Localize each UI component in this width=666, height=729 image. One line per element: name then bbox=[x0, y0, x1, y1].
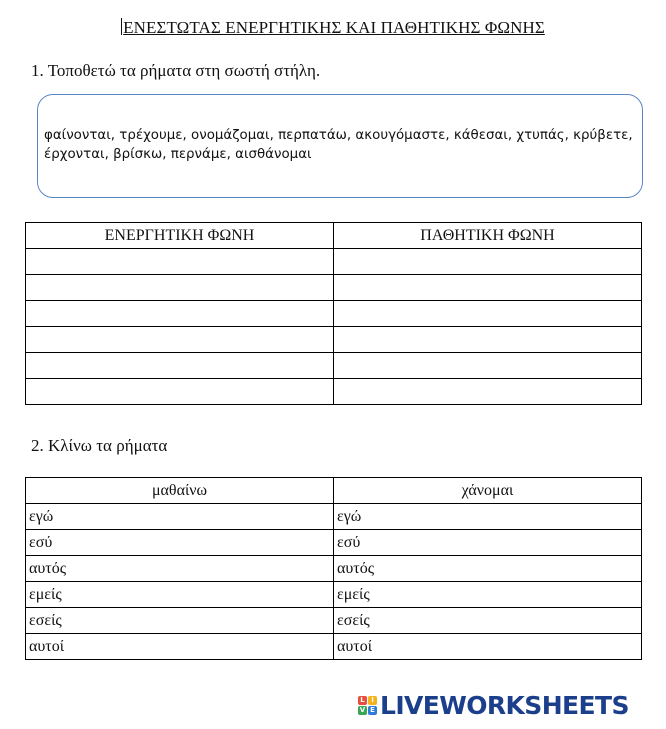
table-row bbox=[26, 353, 642, 379]
active-voice-answer-field[interactable] bbox=[26, 353, 334, 379]
table-row bbox=[26, 301, 642, 327]
conjugation-field[interactable]: αυτοί bbox=[334, 634, 642, 660]
logo-mark-letter: I bbox=[368, 696, 377, 705]
conjugation-field[interactable]: εγώ bbox=[334, 504, 642, 530]
text-cursor bbox=[121, 18, 122, 35]
table-row bbox=[26, 504, 642, 530]
table-row bbox=[26, 556, 642, 582]
table-row bbox=[26, 249, 642, 275]
word-bank-line-1: φαίνονται, τρέχουμε, ονομάζομαι, περπατάω, ακουγόμαστε, κάθεσαι, χτυπάς, κρύβετε, bbox=[44, 128, 633, 143]
conjugation-field[interactable]: εμείς bbox=[334, 582, 642, 608]
conjugation-field[interactable]: εμείς bbox=[26, 582, 334, 608]
passive-voice-answer-field[interactable] bbox=[334, 249, 642, 275]
conjugation-header-row bbox=[26, 478, 642, 504]
conjugation-field[interactable]: αυτοί bbox=[26, 634, 334, 660]
conjugation-field[interactable]: αυτός bbox=[334, 556, 642, 582]
passive-voice-answer-field[interactable] bbox=[334, 327, 642, 353]
word-bank-box bbox=[37, 94, 643, 198]
exercise1-instruction: 1. Τοποθετώ τα ρήματα στη σωστή στήλη. bbox=[31, 61, 321, 80]
liveworksheets-logo bbox=[358, 690, 629, 720]
table-row bbox=[26, 327, 642, 353]
logo-text: LIVEWORKSHEETS bbox=[380, 690, 629, 720]
passive-voice-answer-field[interactable] bbox=[334, 353, 642, 379]
table-row bbox=[26, 379, 642, 405]
logo-mark-letter: V bbox=[359, 705, 366, 714]
active-voice-answer-field[interactable] bbox=[26, 275, 334, 301]
active-voice-answer-field[interactable] bbox=[26, 379, 334, 405]
logo-mark-letter: E bbox=[368, 706, 377, 715]
verb-header-chanomai: χάνομαι bbox=[334, 478, 642, 504]
voice-sort-header-row bbox=[26, 223, 642, 249]
liveworksheets-mark-icon bbox=[358, 696, 377, 715]
table-row bbox=[26, 634, 642, 660]
active-voice-answer-field[interactable] bbox=[26, 327, 334, 353]
title-text: ΕΝΕΣΤΩΤΑΣ ΕΝΕΡΓΗΤΙΚΗΣ ΚΑΙ ΠΑΘΗΤΙΚΗΣ ΦΩΝΗΣ bbox=[123, 18, 545, 37]
conjugation-field[interactable]: εσύ bbox=[26, 530, 334, 556]
passive-voice-header: ΠΑΘΗΤΙΚΗ ΦΩΝΗ bbox=[334, 223, 642, 249]
verb-header-mathaino: μαθαίνω bbox=[26, 478, 334, 504]
exercise2-instruction: 2. Κλίνω τα ρήματα bbox=[31, 436, 168, 455]
passive-voice-answer-field[interactable] bbox=[334, 275, 642, 301]
conjugation-field[interactable]: αυτός bbox=[26, 556, 334, 582]
conjugation-table bbox=[25, 477, 642, 660]
table-row bbox=[26, 275, 642, 301]
conjugation-field[interactable]: εγώ bbox=[26, 504, 334, 530]
conjugation-field[interactable]: εσείς bbox=[334, 608, 642, 634]
passive-voice-answer-field[interactable] bbox=[334, 379, 642, 405]
table-row bbox=[26, 530, 642, 556]
active-voice-answer-field[interactable] bbox=[26, 301, 334, 327]
conjugation-field[interactable]: εσύ bbox=[334, 530, 642, 556]
active-voice-answer-field[interactable] bbox=[26, 249, 334, 275]
word-bank-line-2: έρχονται, βρίσκω, περνάμε, αισθάνομαι bbox=[44, 147, 312, 162]
logo-mark-letter: L bbox=[358, 696, 367, 705]
table-row bbox=[26, 582, 642, 608]
passive-voice-answer-field[interactable] bbox=[334, 301, 642, 327]
active-voice-header: ΕΝΕΡΓΗΤΙΚΗ ΦΩΝΗ bbox=[26, 223, 334, 249]
table-row bbox=[26, 608, 642, 634]
worksheet-title bbox=[0, 18, 666, 38]
voice-sort-table bbox=[25, 222, 642, 405]
conjugation-field[interactable]: εσείς bbox=[26, 608, 334, 634]
